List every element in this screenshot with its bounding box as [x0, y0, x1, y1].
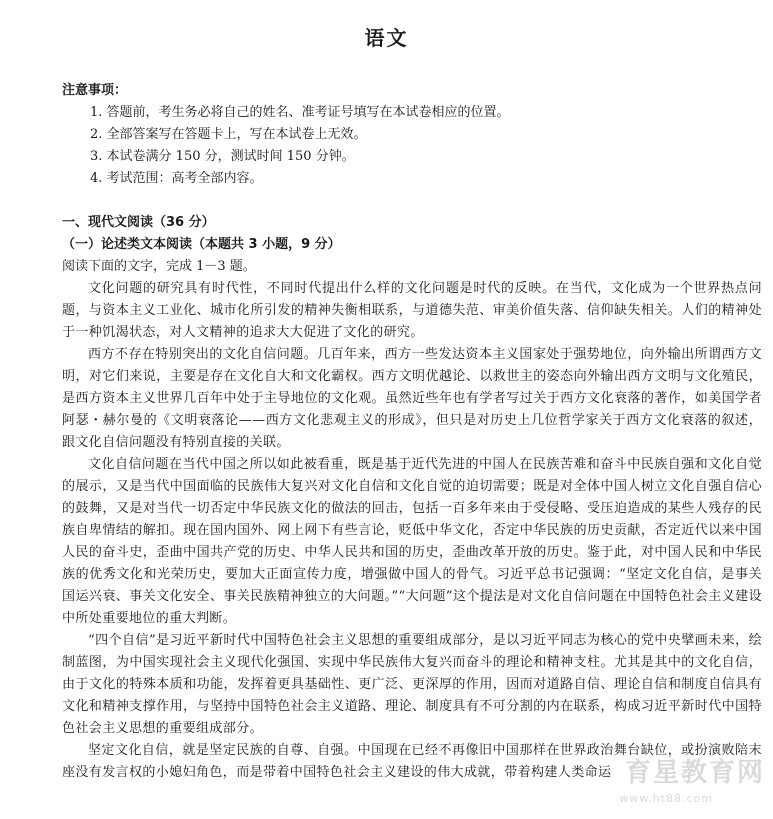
notice-block [62, 80, 752, 190]
notice-item: 1. 答题前，考生务必将自己的姓名、准考证号填写在本试卷相应的位置。 [90, 105, 510, 120]
notice-item: 2. 全部答案写在答题卡上，写在本试卷上无效。 [90, 127, 367, 142]
watermark-url: www.ht88.com [619, 792, 713, 805]
section-heading: 一、现代文阅读（36 分） [62, 215, 215, 230]
notice-heading: 注意事项： [62, 83, 128, 98]
notice-item: 4. 考试范围：高考全部内容。 [90, 171, 263, 186]
passage-paragraph: 坚定文化自信，就是坚定民族的自尊、自强。中国现在已经不再像旧中国那样在世界政治舞台缺位，或扮演败陪末座没有发言权的小媳妇角色，而是带着中国特色社会主义建设的伟大成就，带着构建人类命运 [62, 743, 762, 780]
reading-instruction: 阅读下面的文字，完成 1－3 题。 [62, 259, 256, 274]
passage-paragraph: 文化自信问题在当代中国之所以如此被看重，既是基于近代先进的中国人在民族苦难和奋斗中民族自强和文化自觉的展示，又是当代中国面临的民族伟大复兴对文化自信和文化自觉的迫切需要；既是对全体中国人树立文化自强自信心的鼓舞，又是对当代一切否定中华民族文化的做法的回击，包括一百多年来由于受侵略、受压迫造成的某些人残存的民族自卑情结的解扣。现在国内国外、网上网下有些言论，贬低中华文化，否定中华民族的历史贡献，否定近代以来中国人民的奋斗史，歪曲中国共产党的历史、中华人民共和国的历史，歪曲改革开放的历史。鉴于此，对中国人民和中华民族的优秀文化和光荣历史，要加大正面宣传力度，增强做中国人的骨气。习近平总书记强调：“坚定文化自信，是事关国运兴衰、事关文化安全、事关民族精神独立的大问题。”“大问题”这个提法是对文化自信问题在中国特色社会主义建设中所处重要地位的重大判断。 [62, 457, 762, 626]
passage-paragraph: “四个自信”是习近平新时代中国特色社会主义思想的重要组成部分，是以习近平同志为核心的党中央擘画未来，绘制蓝图，为中国实现社会主义现代化强国、实现中华民族伟大复兴而奋斗的理论和精神支柱。尤其是其中的文化自信，由于文化的特殊本质和功能，发挥着更具基础性、更广泛、更深厚的作用，因而对道路自信、理论自信和制度自信具有文化和精神支撑作用，与坚持中国特色社会主义道路、理论、制度具有不可分割的内在联系，构成习近平新时代中国特色社会主义思想的重要组成部分。 [62, 633, 762, 736]
passage [62, 278, 762, 784]
notice-list [62, 102, 752, 190]
passage-paragraph: 西方不存在特别突出的文化自信问题。几百年来，西方一些发达资本主义国家处于强势地位，向外输出所谓西方文明，对它们来说，主要是存在文化自大和文化霸权。西方文明优越论、以救世主的姿态向外输出西方文明与文化殖民，是西方资本主义世界几百年中处于主导地位的文化观。虽然近些年也有学者写过关于西方文化衰落的著作，如美国学者阿瑟・赫尔曼的《文明衰落论——西方文化悲观主义的形成》，但只是对历史上几位哲学家关于西方文化衰落的叙述，跟文化自信问题没有特别直接的关联。 [62, 347, 762, 450]
page-title: 语文 [364, 26, 409, 50]
watermark-logo: 育星教育网 [624, 758, 765, 788]
passage-paragraph: 文化问题的研究具有时代性，不同时代提出什么样的文化问题是时代的反映。在当代，文化成为一个世界热点问题，与资本主义工业化、城市化所引发的精神失衡相联系，与道德失范、审美价值失落、信仰缺失相关。人们的精神处于一种饥渴状态，对人文精神的追求大大促进了文化的研究。 [62, 281, 762, 340]
reading-section [62, 212, 762, 784]
notice-item: 3. 本试卷满分 150 分，测试时间 150 分钟。 [90, 149, 355, 164]
subsection-heading: （一）论述类文本阅读（本题共 3 小题，9 分） [62, 237, 341, 252]
